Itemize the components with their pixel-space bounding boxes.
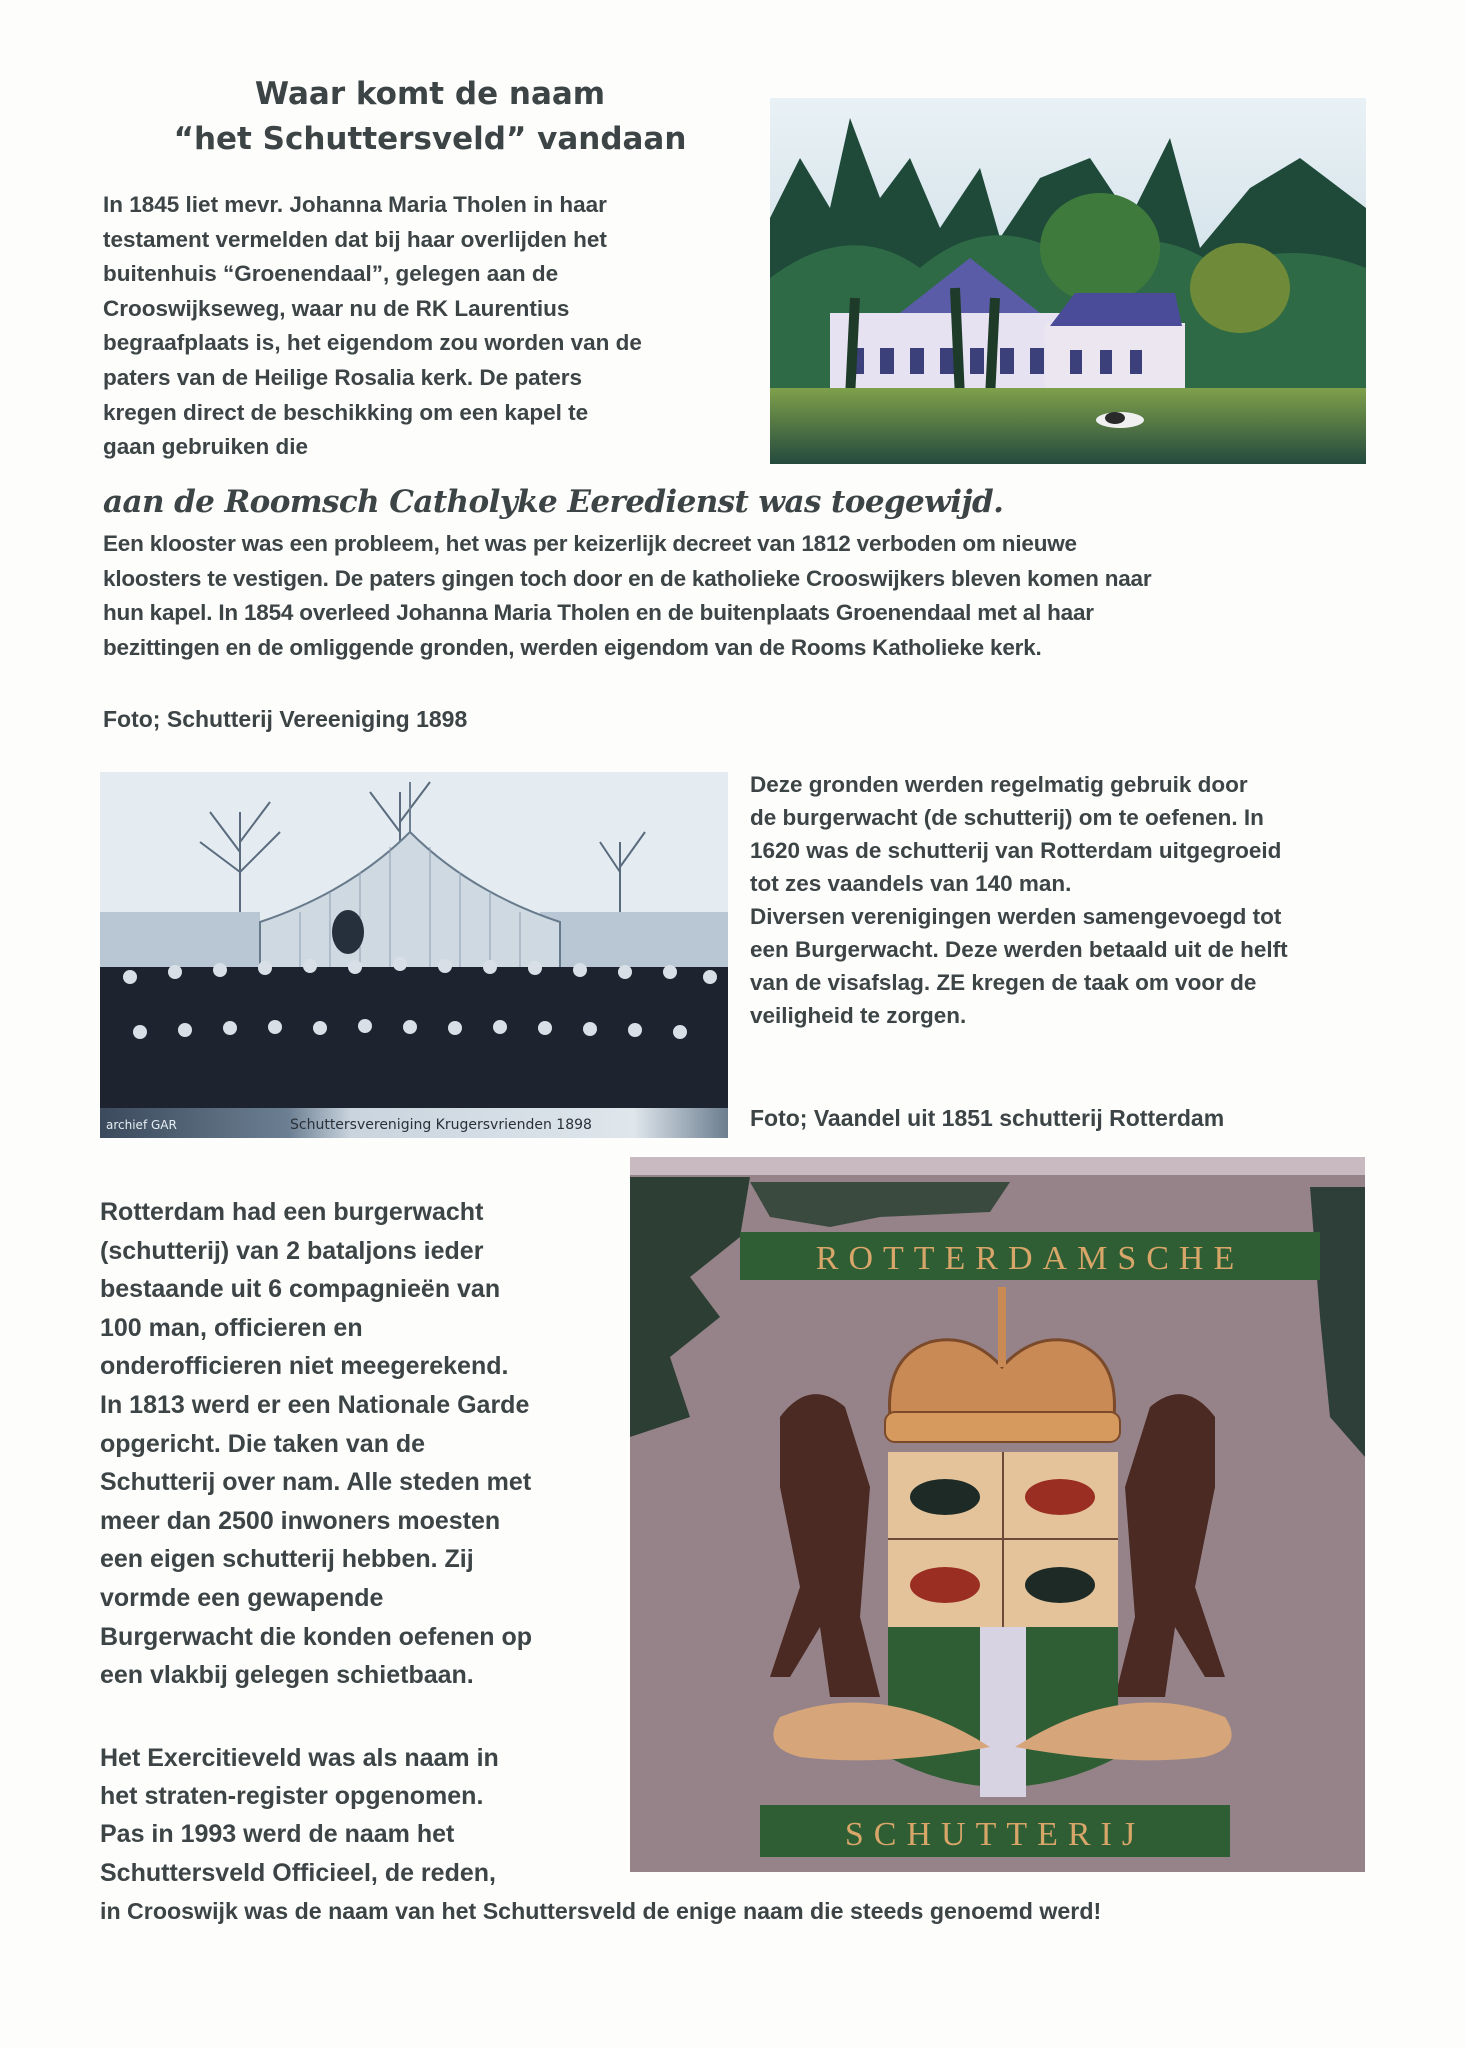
text-line: tot zes vaandels van 140 man. (750, 871, 1072, 896)
text-line: veiligheid te zorgen. (750, 1003, 967, 1028)
text-line: een eigen schutterij hebben. Zij (100, 1545, 474, 1574)
text-line: Het Exercitieveld was als naam in (100, 1744, 499, 1772)
text-line: (schutterij) van 2 bataljons ieder (100, 1236, 484, 1265)
page-title (130, 72, 730, 162)
text-line: kloosters te vestigen. De paters gingen toch door en de katholieke Crooswijkers bleven komen naar (103, 565, 1152, 591)
intro-paragraph (103, 188, 642, 465)
text-line: gaan gebruiken die (103, 434, 309, 460)
text-line: Rotterdam had een burgerwacht (100, 1198, 484, 1226)
photo1-caption: Foto; Schutterij Vereeniging 1898 (103, 706, 468, 732)
text-line: buitenhuis “Groenendaal”, gelegen aan de (103, 261, 559, 287)
text-line: een vlakbij gelegen schietbaan. (100, 1661, 474, 1690)
text-line: van de visafslag. ZE kregen de taak om voor de (750, 970, 1257, 995)
text-line: Deze gronden werden regelmatig gebruik door (750, 772, 1248, 797)
groenendaal-painting (770, 98, 1366, 464)
banner-top-text: ROTTERDAMSCHE (815, 1240, 1245, 1277)
text-line: In 1813 werd er een Nationale Garde (100, 1390, 530, 1419)
text-line: vormde een gewapende (100, 1583, 384, 1612)
banner-caption: Foto; Vaandel uit 1851 schutterij Rotterdam (750, 1105, 1225, 1131)
text-line: het straten-register opgenomen. (100, 1782, 484, 1811)
text-line: Diversen verenigingen werden samengevoegd tot (750, 904, 1282, 929)
klooster-paragraph (103, 527, 1151, 665)
gronden-paragraph (750, 768, 1288, 1032)
text-line: In 1845 liet mevr. Johanna Maria Tholen in haar (103, 192, 607, 217)
text-line: testament vermelden dat bij haar overlijden het (103, 226, 607, 252)
photo-inset-caption: Schuttersvereniging Krugersvrienden 1898 (290, 1117, 592, 1133)
text-line: een Burgerwacht. Deze werden betaald uit de helft (750, 937, 1288, 962)
text-line: bezittingen en de omliggende gronden, werden eigendom van de Rooms Katholieke kerk. (103, 634, 1042, 660)
painting-image (770, 98, 1366, 464)
text-line: de burgerwacht (de schutterij) om te oefenen. In (750, 805, 1264, 830)
text-line: Schuttersveld Officieel, de reden, (100, 1858, 496, 1887)
text-line: 100 man, officieren en (100, 1313, 363, 1342)
text-line: in Crooswijk was de naam van het Schuttersveld de enige naam die steeds genoemd werd! (100, 1897, 1102, 1924)
text-line: paters van de Heilige Rosalia kerk. De paters (103, 364, 582, 390)
text-line: hun kapel. In 1854 overleed Johanna Maria Tholen en de buitenplaats Groenendaal met al haar (103, 600, 1094, 626)
text-line: kregen direct de beschikking om een kapel te (103, 399, 589, 425)
text-line: meer dan 2500 inwoners moesten (100, 1506, 501, 1535)
text-line: bestaande uit 6 compagnieën van (100, 1275, 501, 1304)
text-line: Burgerwacht die konden oefenen op (100, 1622, 532, 1651)
text-line: onderofficieren niet meegerekend. (100, 1352, 509, 1381)
text-line: begraafplaats is, het eigendom zou worden van de (103, 330, 642, 356)
text-line: Een klooster was een probleem, het was per keizerlijk decreet van 1812 verboden om nieuwe (103, 531, 1077, 556)
burgerwacht-paragraph (100, 1193, 532, 1695)
title-line-2: “het Schuttersveld” vandaan (173, 121, 687, 157)
title-line-1: Waar komt de naam (254, 76, 606, 112)
text-line: Pas in 1993 werd de naam het (100, 1820, 455, 1849)
group-photo-image (100, 772, 728, 1138)
text-line: Schutterij over nam. Alle steden met (100, 1468, 532, 1497)
text-line: 1620 was de schutterij van Rotterdam uitgegroeid (750, 838, 1282, 863)
photo-credit: archief GAR (106, 1118, 177, 1132)
schutterij-group-photo (100, 772, 728, 1138)
dedication-line: aan de Roomsch Catholyke Eeredienst was toegewijd. (103, 484, 1004, 520)
exercitieveld-paragraph (100, 1739, 1101, 1930)
text-line: opgericht. Die taken van de (100, 1429, 426, 1458)
banner-bottom-text: SCHUTTERIJ (844, 1816, 1146, 1853)
text-line: Crooswijkseweg, waar nu de RK Laurentius (103, 295, 570, 321)
